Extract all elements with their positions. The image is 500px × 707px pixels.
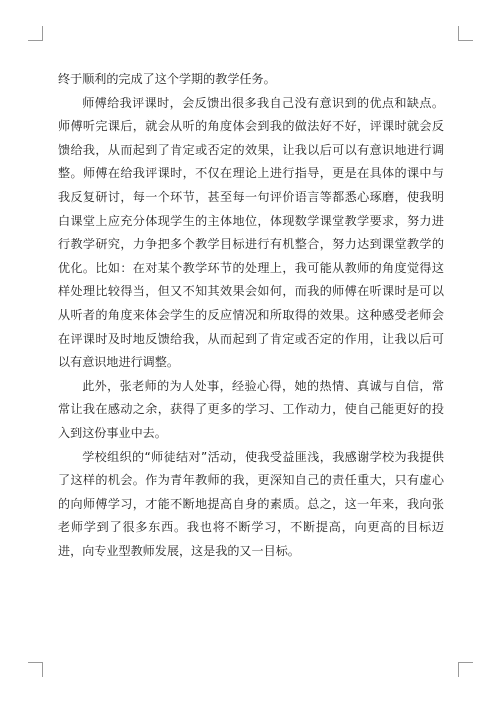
paragraph-mentorship-program: 学校组织的“师徒结对”活动，使我受益匪浅，我感谢学校为我提供了这样的机会。作为青年教师的我，更深知自己的责任重大，只有虚心的向师傅学习，才能不断地提高自身的素质。总之，这一年来，我向张老师学到了很多东西。我也将不断学习，不断提高，向更高的目标迈进，向专业型教师发展，这是我的又一目标。 <box>58 449 444 558</box>
crop-mark-top-left <box>28 26 43 41</box>
document-body <box>58 68 444 563</box>
paragraph-continuation: 终于顺利的完成了这个学期的教学任务。 <box>58 72 276 86</box>
paragraph-mentor-feedback: 师傅给我评课时，会反馈出很多我自己没有意识到的优点和缺点。师傅听完课后，就会从听的角度体会到我的做法好不好，评课时就会反馈给我，从而起到了肯定或否定的效果，让我以后可以有意识地进行调整。师傅在给我评课时，不仅在理论上进行指导，更是在具体的课中与我反复研讨，每一个环节，甚至每一句评价语言等都悉心琢磨，使我明白课堂上应充分体现学生的主体地位，体现数学课堂教学要求，努力进行教学研究，力争把多个教学目标进行有机整合，努力达到课堂教学的优化。比如：在对某个教学环节的处理上，我可能从教师的角度觉得这样处理比较得当，但又不知其效果会如何，而我的师傅在听课时是可以从听者的角度来体会学生的反应情况和所取得的效果。这种感受老师会在评课时及时地反馈给我，从而起到了肯定或否定的作用，让我以后可以有意识地进行调整。 <box>58 95 444 370</box>
crop-mark-top-right <box>458 26 473 41</box>
paragraph-teacher-zhang: 此外，张老师的为人处事，经验心得，她的热情、真诚与自信，常常让我在感动之余，获得了更多的学习、工作动力，使自己能更好的投入到这份事业中去。 <box>58 378 444 440</box>
crop-mark-bottom-left <box>28 662 43 677</box>
crop-mark-bottom-right <box>458 662 473 677</box>
